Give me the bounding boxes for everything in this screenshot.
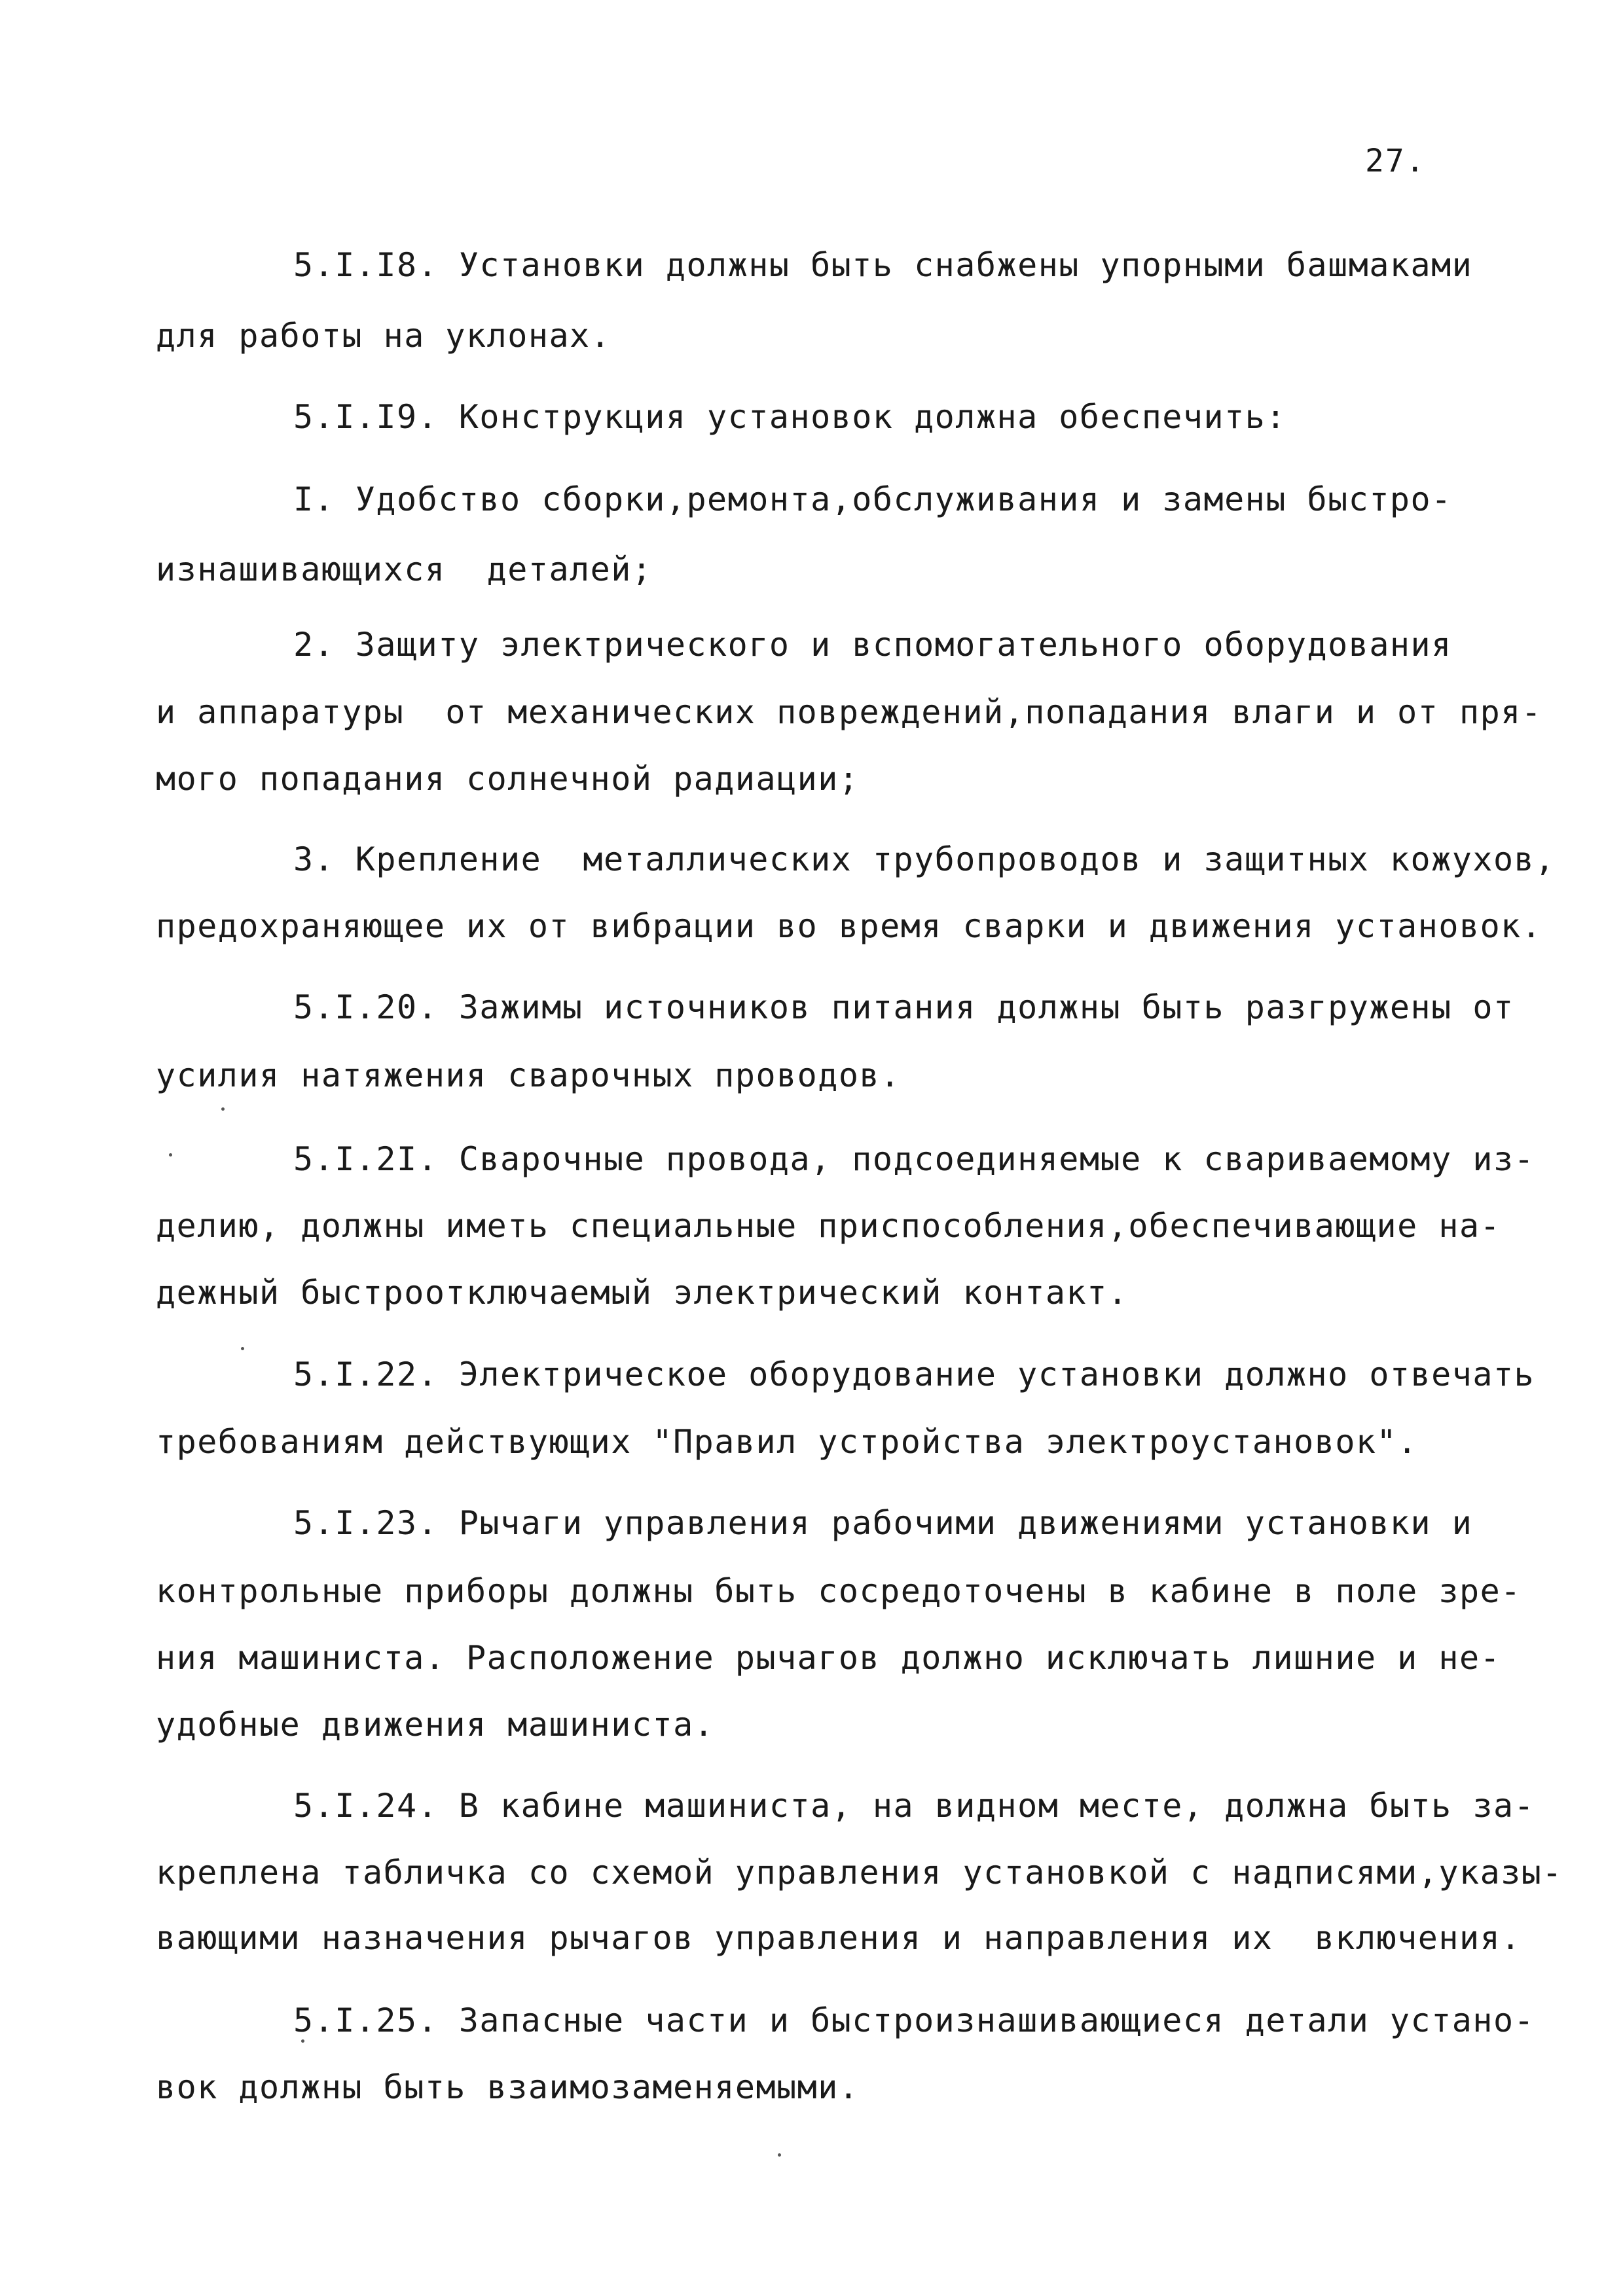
text-line: предохраняющее их от вибрации во время сварки и движения установок. [156, 907, 1542, 945]
speck [241, 1347, 244, 1350]
text-line: 5.I.23. Рычаги управления рабочими движениями установки и [293, 1504, 1473, 1542]
text-line: делию, должны иметь специальные приспособления,обеспечивающие на- [156, 1207, 1501, 1245]
text-line: вок должны быть взаимозаменяемыми. [156, 2068, 860, 2106]
text-line: контрольные приборы должны быть сосредоточены в кабине в поле зре- [156, 1572, 1522, 1610]
page-number: 27. [1365, 143, 1426, 179]
text-line: требованиям действующих "Правил устройства электроустановок". [156, 1423, 1418, 1461]
text-line: 3. Крепление металлических трубопроводов и защитных кожухов, [293, 840, 1556, 878]
speck [301, 2039, 304, 2043]
text-line: 2. Защиту электрического и вспомогательного оборудования [293, 626, 1452, 664]
text-line: 5.I.20. Зажимы источников питания должны быть разгружены от [293, 988, 1514, 1026]
text-line: 5.I.2I. Сварочные провода, подсоединяемые к свариваемому из- [293, 1140, 1535, 1178]
text-line: для работы на уклонах. [156, 317, 611, 355]
speck [169, 1153, 172, 1157]
text-line: 5.I.22. Электрическое оборудование установки должно отвечать [293, 1355, 1535, 1393]
speck [221, 1107, 225, 1111]
text-line: и аппаратуры от механических повреждений,попадания влаги и от пря- [156, 693, 1542, 731]
text-line: 5.I.I8. Установки должны быть снабжены упорными башмаками [293, 246, 1473, 284]
text-line: I. Удобство сборки,ремонта,обслуживания и замены быстро- [293, 480, 1452, 518]
text-line: мого попадания солнечной радиации; [156, 760, 860, 798]
text-line: усилия натяжения сварочных проводов. [156, 1056, 901, 1094]
speck [778, 2153, 781, 2157]
text-line: вающими назначения рычагов управления и направления их включения. [156, 1919, 1522, 1957]
text-line: 5.I.24. В кабине машиниста, на видном месте, должна быть за- [293, 1787, 1535, 1825]
text-line: изнашивающихся деталей; [156, 550, 653, 588]
text-line: удобные движения машиниста. [156, 1706, 715, 1744]
text-line: 5.I.25. Запасные части и быстроизнашивающиеся детали устано- [293, 2001, 1535, 2039]
text-line: креплена табличка со схемой управления установкой с надписями,указы- [156, 1854, 1563, 1892]
text-line: ния машиниста. Расположение рычагов должно исключать лишние и не- [156, 1639, 1501, 1677]
text-line: 5.I.I9. Конструкция установок должна обеспечить: [293, 398, 1286, 436]
text-line: дежный быстроотключаемый электрический контакт. [156, 1274, 1129, 1312]
